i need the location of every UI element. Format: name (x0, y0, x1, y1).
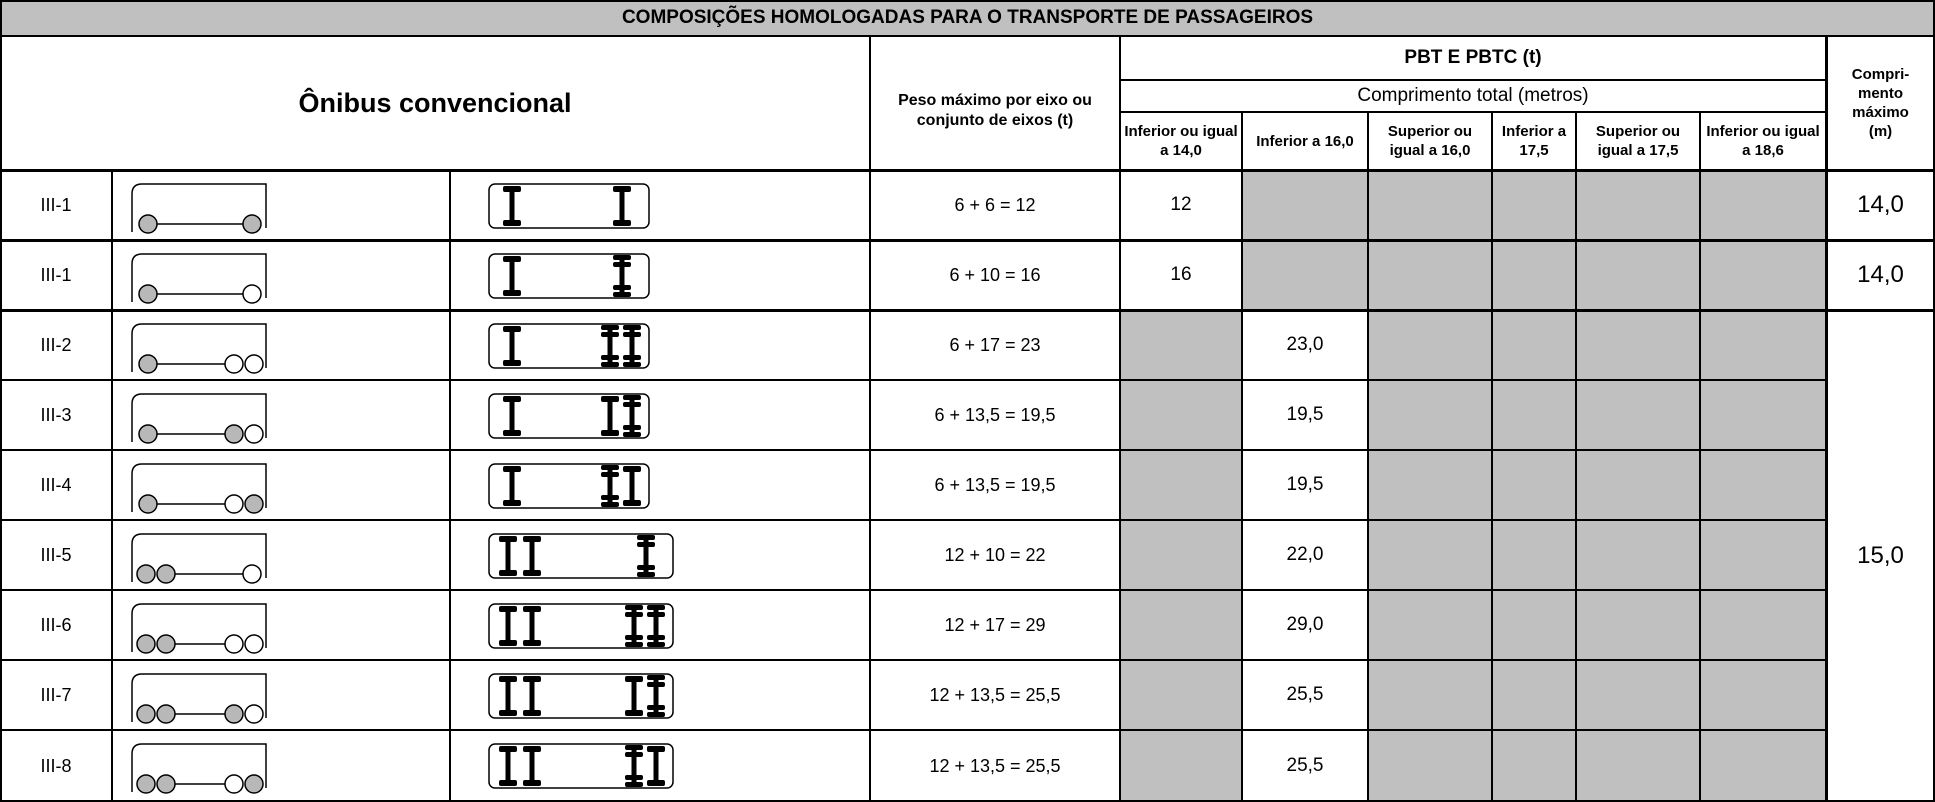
row-code: III-3 (40, 404, 72, 425)
shaded-cell (1368, 240, 1492, 310)
row-max-length: 14,0 (1857, 261, 1904, 288)
grid-line-horizontal (0, 239, 1935, 242)
shaded-cell (1368, 450, 1492, 520)
grid-line-vertical (1367, 112, 1369, 802)
shaded-cell (1120, 590, 1242, 660)
length-column-header: Inferior a 17,5 (1501, 123, 1567, 159)
shaded-cell (1700, 450, 1826, 520)
grid-line-horizontal (1120, 111, 1826, 113)
bus-side-profile-icon (130, 602, 280, 654)
row-formula: 6 + 6 = 12 (954, 194, 1036, 215)
length-column-header: Inferior ou igual a 14,0 (1124, 123, 1238, 159)
grid-line-vertical (449, 170, 451, 802)
shaded-cell (1368, 310, 1492, 380)
row-code: III-5 (40, 544, 72, 565)
length-column-header: Superior ou igual a 17,5 (1595, 123, 1681, 159)
axle-plan-diagram-icon (488, 392, 652, 442)
shaded-cell (1368, 660, 1492, 730)
weight-header: Peso máximo por eixo ou conjunto de eixos (t) (898, 92, 1092, 129)
axle-plan-diagram-icon (488, 672, 676, 722)
row-formula: 12 + 17 = 29 (944, 614, 1046, 635)
grid-line-horizontal (0, 0, 1935, 2)
grid-line-horizontal (0, 35, 1935, 37)
vehicle-header: Ônibus convencional (298, 87, 572, 118)
axle-plan-diagram-icon (488, 742, 676, 792)
shaded-cell (1120, 660, 1242, 730)
shaded-cell (1492, 170, 1576, 240)
axle-plan-diagram-icon (488, 532, 676, 582)
grid-line-vertical (1241, 112, 1243, 802)
shaded-cell (1492, 660, 1576, 730)
row-pbt-value: 12 (1170, 194, 1192, 215)
axle-plan-diagram-icon (488, 252, 652, 302)
row-code: III-8 (40, 755, 72, 776)
grid-line-horizontal (0, 449, 1826, 451)
grid-line-horizontal (0, 169, 1935, 172)
shaded-cell (1576, 240, 1700, 310)
shaded-cell (1700, 730, 1826, 802)
shaded-cell (1576, 380, 1700, 450)
grid-line-vertical (0, 0, 2, 802)
shaded-cell (1492, 380, 1576, 450)
shaded-cell (1576, 590, 1700, 660)
shaded-cell (1368, 730, 1492, 802)
shaded-cell (1492, 240, 1576, 310)
shaded-cell (1492, 520, 1576, 590)
length-column-header: Superior ou igual a 16,0 (1387, 123, 1473, 159)
shaded-cell (1492, 310, 1576, 380)
row-formula: 12 + 10 = 22 (944, 544, 1046, 565)
row-code: III-1 (40, 194, 72, 215)
grid-line-horizontal (0, 379, 1826, 381)
row-pbt-value: 23,0 (1286, 334, 1324, 355)
shaded-cell (1492, 450, 1576, 520)
row-code: III-7 (40, 684, 72, 705)
grid-line-vertical (1699, 112, 1701, 802)
grid-line-vertical (111, 170, 113, 802)
bus-side-profile-icon (130, 182, 280, 234)
shaded-cell (1120, 520, 1242, 590)
length-column-header: Inferior a 16,0 (1256, 132, 1354, 150)
shaded-cell (1700, 310, 1826, 380)
shaded-cell (1492, 730, 1576, 802)
row-pbt-value: 19,5 (1286, 474, 1324, 495)
shaded-cell (1492, 590, 1576, 660)
shaded-cell (1576, 730, 1700, 802)
shaded-cell (1368, 170, 1492, 240)
shaded-cell (1242, 240, 1368, 310)
shaded-cell (1700, 520, 1826, 590)
shaded-cell (1700, 660, 1826, 730)
shaded-cell (1700, 590, 1826, 660)
grid-line-vertical (1491, 112, 1493, 802)
shaded-cell (1576, 660, 1700, 730)
shaded-cell (1120, 310, 1242, 380)
shaded-cell (1368, 590, 1492, 660)
row-max-length: 14,0 (1857, 191, 1904, 218)
grid-line-horizontal (0, 659, 1826, 661)
shaded-cell (1700, 170, 1826, 240)
table-title: COMPOSIÇÕES HOMOLOGADAS PARA O TRANSPORTE DE PASSAGEIROS (621, 7, 1314, 28)
row-formula: 6 + 13,5 = 19,5 (934, 474, 1056, 495)
shaded-cell (1576, 170, 1700, 240)
shaded-cell (1700, 240, 1826, 310)
row-formula: 6 + 17 = 23 (949, 334, 1041, 355)
grid-line-vertical (1119, 36, 1121, 802)
shaded-cell (1368, 380, 1492, 450)
bus-side-profile-icon (130, 392, 280, 444)
bus-side-profile-icon (130, 252, 280, 304)
row-pbt-value: 25,5 (1286, 684, 1324, 705)
axle-plan-diagram-icon (488, 462, 652, 512)
shaded-cell (1120, 380, 1242, 450)
length-column-header: Inferior ou igual a 18,6 (1706, 123, 1820, 159)
shaded-cell (1120, 730, 1242, 802)
grid-line-horizontal (0, 729, 1826, 731)
row-pbt-value: 29,0 (1286, 614, 1324, 635)
grid-line-horizontal (1120, 79, 1826, 81)
row-code: III-6 (40, 614, 72, 635)
axle-plan-diagram-icon (488, 322, 652, 372)
shaded-cell (1576, 310, 1700, 380)
axle-plan-diagram-icon (488, 602, 676, 652)
bus-side-profile-icon (130, 532, 280, 584)
grid-line-horizontal (0, 589, 1826, 591)
row-formula: 6 + 10 = 16 (949, 264, 1041, 285)
grid-line-vertical (869, 36, 871, 802)
bus-side-profile-icon (130, 462, 280, 514)
bus-side-profile-icon (130, 672, 280, 724)
grid-line-vertical (1575, 112, 1577, 802)
shaded-cell (1368, 520, 1492, 590)
row-pbt-value: 16 (1170, 264, 1192, 285)
axle-plan-diagram-icon (488, 182, 652, 232)
row-code: III-1 (40, 264, 72, 285)
shaded-cell (1576, 520, 1700, 590)
pbt-header: PBT E PBTC (t) (1404, 47, 1542, 68)
grid-line-horizontal (0, 309, 1935, 312)
length-group-header: Comprimento total (metros) (1357, 85, 1589, 106)
row-formula: 6 + 13,5 = 19,5 (934, 404, 1056, 425)
grid-line-horizontal (0, 519, 1826, 521)
row-pbt-value: 22,0 (1286, 544, 1324, 565)
grid-line-vertical (1825, 36, 1828, 802)
bus-side-profile-icon (130, 742, 280, 794)
shaded-cell (1120, 450, 1242, 520)
merged-max-length: 15,0 (1857, 542, 1904, 569)
row-formula: 12 + 13,5 = 25,5 (929, 755, 1061, 776)
row-formula: 12 + 13,5 = 25,5 (929, 684, 1061, 705)
shaded-cell (1242, 170, 1368, 240)
max-length-header: Compri-mento máximo (m) (1851, 66, 1910, 140)
bus-side-profile-icon (130, 322, 280, 374)
row-code: III-4 (40, 474, 72, 495)
row-pbt-value: 25,5 (1286, 755, 1324, 776)
shaded-cell (1576, 450, 1700, 520)
shaded-cell (1700, 380, 1826, 450)
row-pbt-value: 19,5 (1286, 404, 1324, 425)
row-code: III-2 (40, 334, 72, 355)
